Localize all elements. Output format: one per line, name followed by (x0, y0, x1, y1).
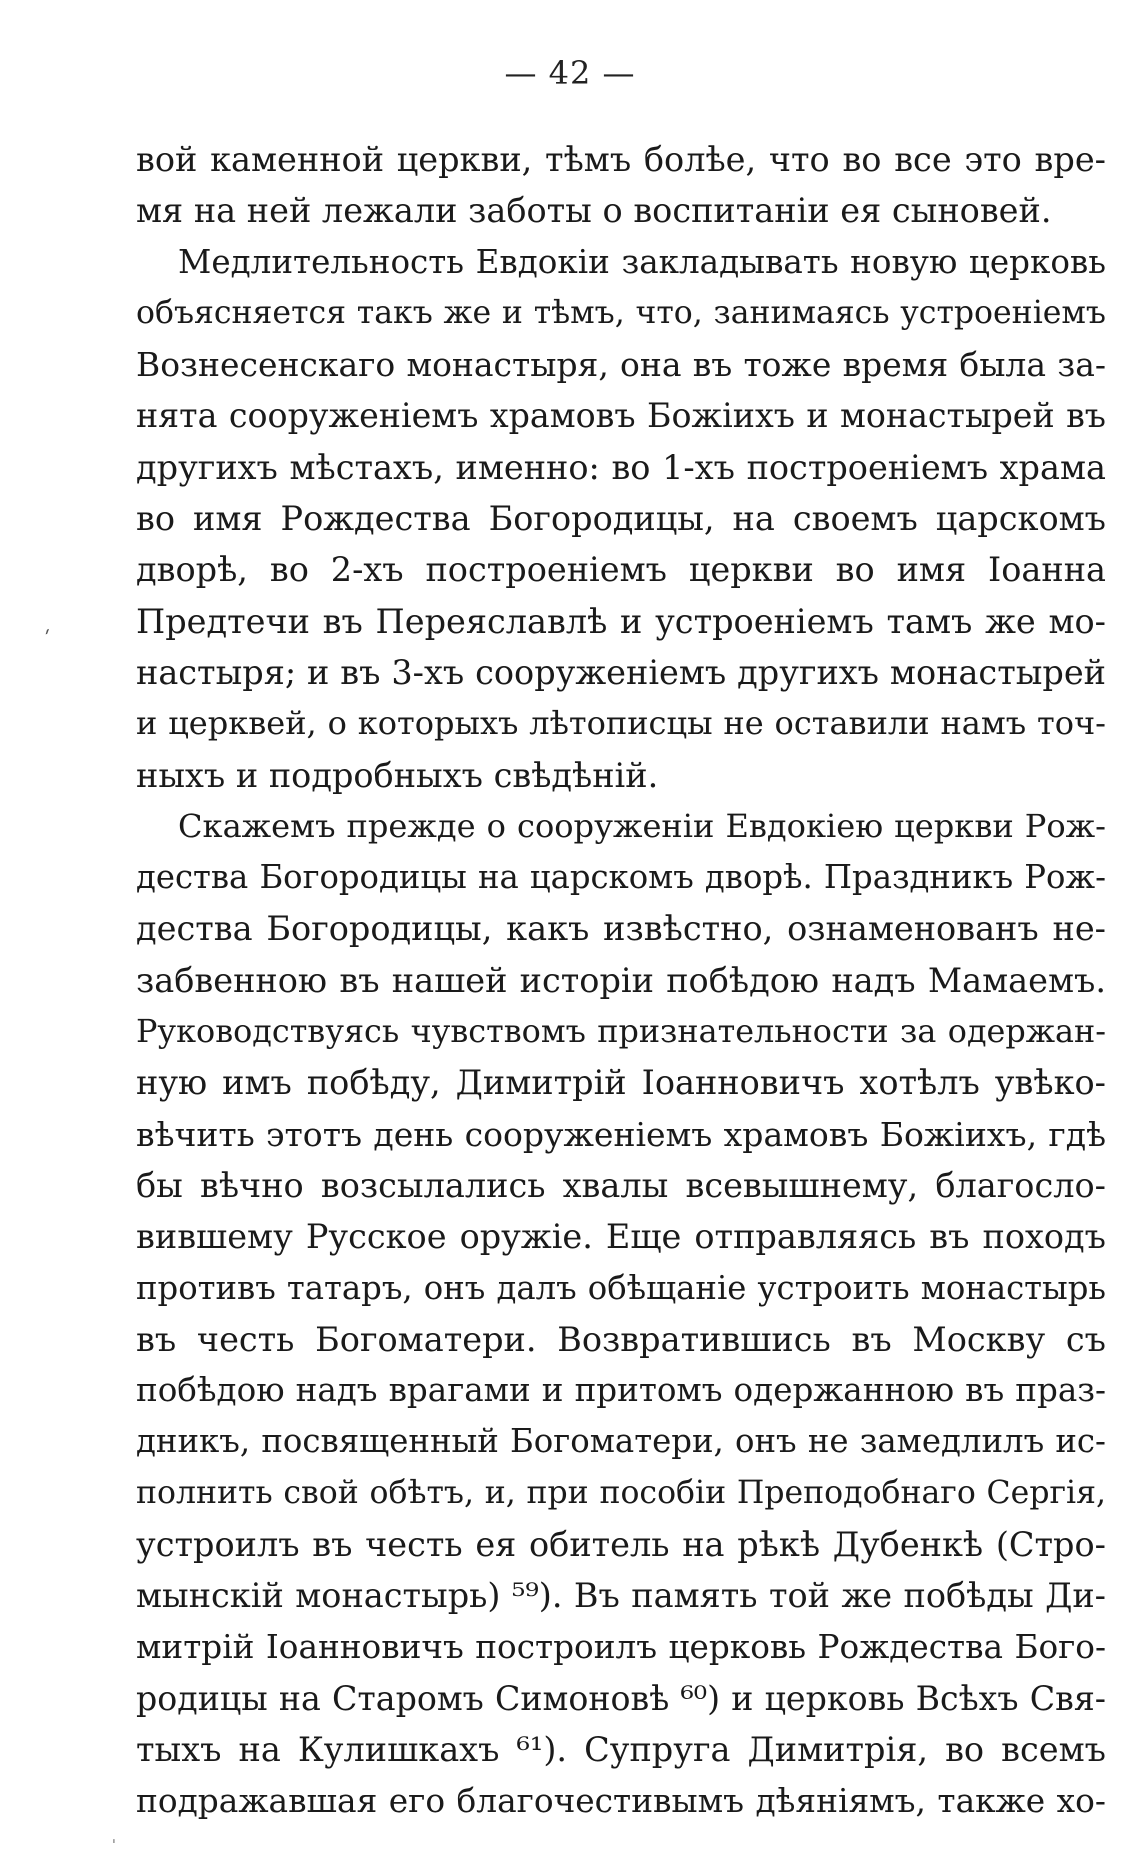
text-line: дникъ, посвященный Богоматери, онъ не замедлилъ ис- (136, 1422, 1106, 1461)
text-line: Предтечи въ Переяславлѣ и устроеніемъ тамъ же мо- (136, 601, 1106, 641)
text-line: и церквей, о которыхъ лѣтописцы не оставили намъ точ- (136, 704, 1106, 743)
text-line: настыря; и въ 3-хъ сооруженіемъ другихъ монастырей (136, 652, 1106, 692)
text-line: вившему Русское оружіе. Еще отправляясь въ походъ (136, 1217, 1106, 1257)
body-text (136, 134, 1106, 1827)
text-line: подражавшая его благочестивымъ дѣяніямъ, также хо- (136, 1781, 1106, 1820)
text-line: объясняется такъ же и тѣмъ, что, занимаясь устроеніемъ (136, 294, 1106, 331)
page-number: — 42 — (504, 54, 636, 92)
text-line: вѣчить этотъ день сооруженіемъ храмовъ Божіихъ, гдѣ (136, 1114, 1106, 1154)
text-line: родицы на Старомъ Симоновѣ ⁶⁰) и церковь Всѣхъ Свя- (136, 1678, 1106, 1718)
margin-tick-mark: ˊ (40, 626, 59, 655)
text-line: ную имъ побѣду, Димитрій Іоанновичъ хотѣлъ увѣко- (136, 1063, 1106, 1103)
text-line: вой каменной церкви, тѣмъ болѣе, что во все это вре- (136, 140, 1106, 179)
text-line: противъ татаръ, онъ далъ обѣщаніе устроить монастырь (136, 1268, 1106, 1307)
text-line: побѣдою надъ врагами и притомъ одержанною въ праз- (136, 1371, 1106, 1410)
text-line: тыхъ на Кулишкахъ ⁶¹). Супруга Димитрія, во всемъ (136, 1730, 1106, 1770)
text-line: дворѣ, во 2-хъ построеніемъ церкви во имя Іоанна (136, 550, 1106, 590)
text-line: въ честь Богоматери. Возвратившись въ Москву съ (136, 1319, 1106, 1359)
text-line: дества Богородицы, какъ извѣстно, ознаменованъ не- (136, 909, 1106, 949)
text-line: Скажемъ прежде о сооруженіи Евдокіею церкви Рож- (178, 806, 1106, 845)
text-line: ныхъ и подробныхъ свѣдѣній. (136, 755, 659, 795)
text-line: устроилъ въ честь ея обитель на рѣкѣ Дубенкѣ (Стро- (136, 1525, 1106, 1565)
text-line: митрій Іоанновичъ построилъ церковь Рождества Бого- (136, 1627, 1106, 1666)
text-line: Руководствуясь чувствомъ признательности за одержан- (136, 1012, 1106, 1051)
text-line: нята сооруженіемъ храмовъ Божіихъ и монастырей въ (136, 396, 1106, 436)
text-line: дества Богородицы на царскомъ дворѣ. Праздникъ Рож- (136, 858, 1106, 897)
text-line: во имя Рождества Богородицы, на своемъ царскомъ (136, 499, 1106, 539)
text-line: забвенною въ нашей исторіи побѣдою надъ Мамаемъ. (136, 960, 1106, 1000)
bottom-tick-mark: ˈ (112, 1838, 116, 1854)
text-line: полнить свой обѣтъ, и, при пособіи Преподобнаго Сергія, (136, 1474, 1106, 1511)
text-line: Медлительность Евдокіи закладывать новую церковь (178, 242, 1106, 281)
text-line: мя на ней лежали заботы о воспитаніи ея сыновей. (136, 191, 1052, 231)
text-line: бы вѣчно возсылались хвалы всевышнему, благосло- (136, 1165, 1106, 1205)
text-line: мынскій монастырь) ⁵⁹). Въ память той же побѣды Ди- (136, 1576, 1106, 1616)
text-line: другихъ мѣстахъ, именно: во 1-хъ построеніемъ храма (136, 447, 1106, 487)
text-line: Вознесенскаго монастыря, она въ тоже время была за- (136, 345, 1106, 385)
